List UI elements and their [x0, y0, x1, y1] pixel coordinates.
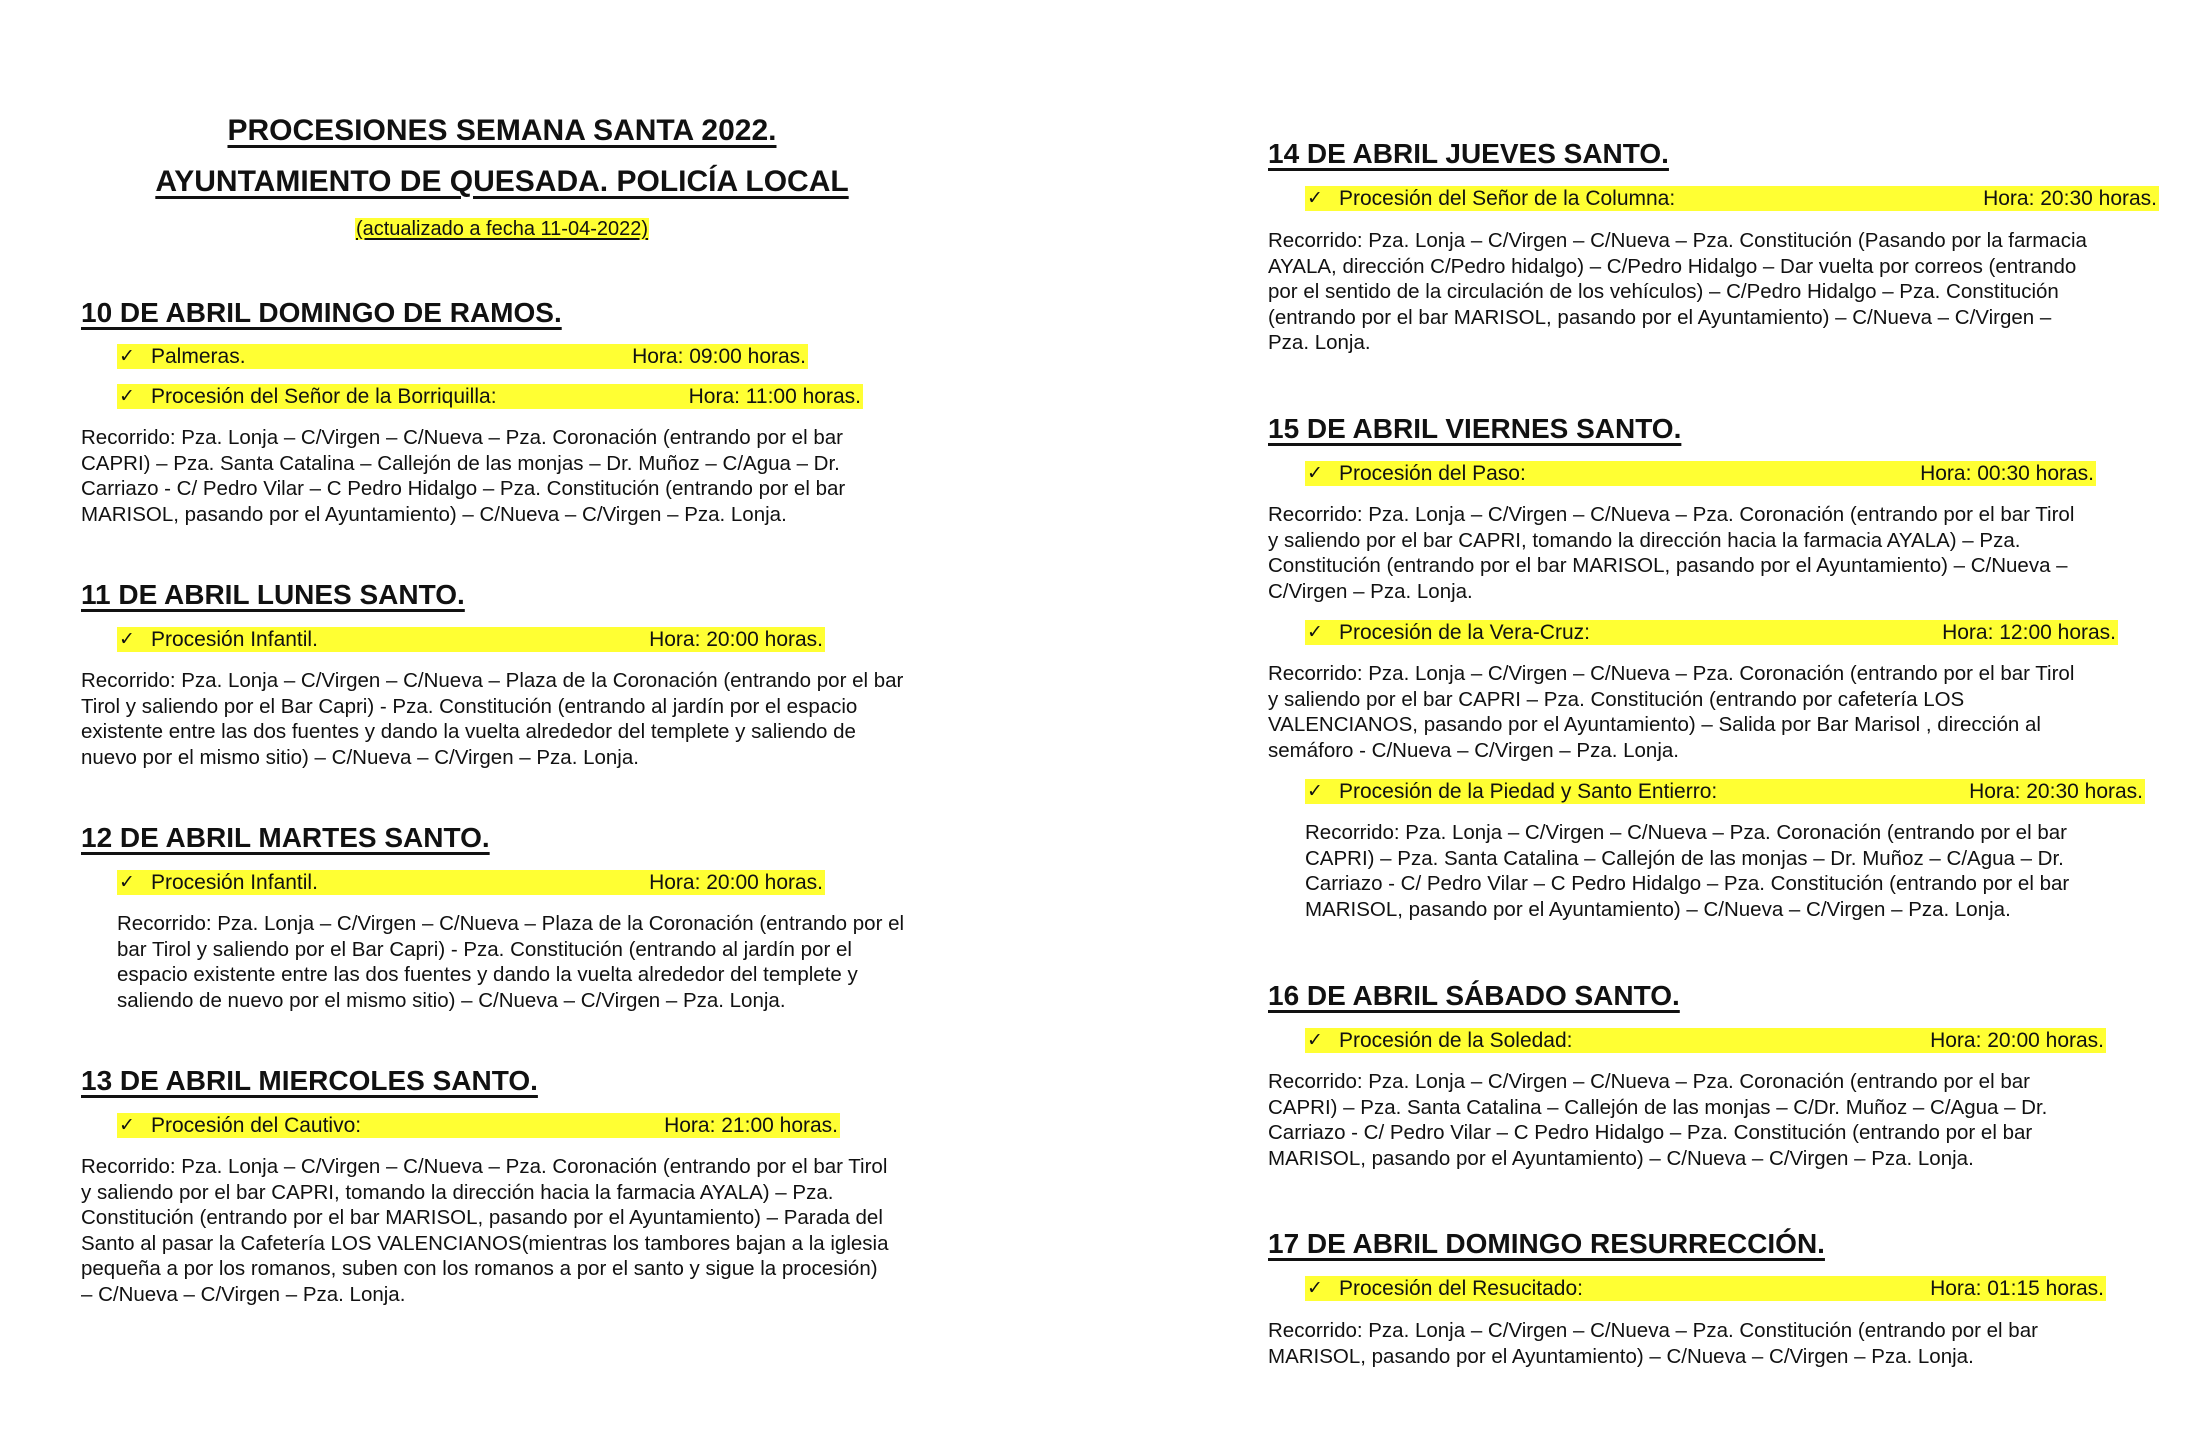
- procession-item: [117, 344, 808, 369]
- document-subtitle: AYUNTAMIENTO DE QUESADA. POLICÍA LOCAL: [155, 165, 849, 198]
- day-heading: 10 DE ABRIL DOMINGO DE RAMOS.: [81, 297, 562, 328]
- procession-item: [1305, 461, 2096, 486]
- day-heading: 17 DE ABRIL DOMINGO RESURRECCIÓN.: [1268, 1228, 1825, 1259]
- procession-time: Hora: 20:00 horas.: [1930, 1029, 2104, 1052]
- update-note: (actualizado a fecha 11-04-2022): [355, 218, 649, 240]
- route-text: Recorrido: Pza. Lonja – C/Virgen – C/Nueva – Plaza de la Coronación (entrando por el bar Tirol y saliendo por el Bar Capri) - Pza. Constitución (entrando al jardín por el espacio existente entre las dos fuentes y dando la vuelta alrededor del templete y saliendo de nuevo por el mismo sitio) – C/Nueva – C/Virgen – Pza. Lonja.: [81, 669, 904, 769]
- check-icon: ✓: [1307, 187, 1323, 209]
- procession-time: Hora: 09:00 horas.: [632, 345, 806, 368]
- check-icon: ✓: [119, 345, 135, 367]
- day-heading: 15 DE ABRIL VIERNES SANTO.: [1268, 413, 1682, 444]
- procession-time: Hora: 20:30 horas.: [1969, 780, 2143, 803]
- document-title: PROCESIONES SEMANA SANTA 2022.: [227, 114, 777, 147]
- procession-name: Procesión de la Piedad y Santo Entierro:: [1339, 780, 1718, 803]
- procession-item: [1305, 1028, 2106, 1053]
- procession-name: Procesión Infantil.: [151, 871, 318, 894]
- procession-item: [1305, 779, 2145, 804]
- procession-name: Procesión del Señor de la Columna:: [1339, 187, 1676, 210]
- procession-name: Palmeras.: [151, 345, 246, 368]
- check-icon: ✓: [1307, 1277, 1323, 1299]
- procession-name: Procesión del Señor de la Borriquilla:: [151, 385, 497, 408]
- procession-time: Hora: 00:30 horas.: [1920, 462, 2094, 485]
- day-heading: 11 DE ABRIL LUNES SANTO.: [81, 579, 465, 610]
- procession-item: [1305, 620, 2118, 645]
- check-icon: ✓: [119, 871, 135, 893]
- procession-item: [117, 870, 825, 895]
- procession-time: Hora: 20:00 horas.: [649, 628, 823, 651]
- day-heading: 13 DE ABRIL MIERCOLES SANTO.: [81, 1065, 538, 1096]
- procession-name: Procesión del Resucitado:: [1339, 1277, 1583, 1300]
- check-icon: ✓: [119, 385, 135, 407]
- procession-time: Hora: 01:15 horas.: [1930, 1277, 2104, 1300]
- check-icon: ✓: [1307, 1029, 1323, 1051]
- day-heading: 14 DE ABRIL JUEVES SANTO.: [1268, 138, 1669, 169]
- procession-item: [117, 384, 863, 409]
- route-text: Recorrido: Pza. Lonja – C/Virgen – C/Nueva – Pza. Constitución (entrando por el bar MARISOL, pasando por el Ayuntamiento) – C/Nueva – C/Virgen – Pza. Lonja.: [1268, 1319, 2038, 1368]
- route-text: Recorrido: Pza. Lonja – C/Virgen – C/Nueva – Pza. Constitución (Pasando por la farmacia AYALA, dirección C/Pedro hidalgo) – C/Pedro Hidalgo – Dar vuelta por correos (entrando por el sentido de la circulación de los vehículos) – C/Pedro Hidalgo – Pza. Constitución (entrando por el bar MARISOL, pasando por el Ayuntamiento) – C/Nueva – C/Virgen – Pza. Lonja.: [1268, 229, 2087, 354]
- check-icon: ✓: [1307, 462, 1323, 484]
- procession-item: [117, 1113, 840, 1138]
- procession-name: Procesión del Cautivo:: [151, 1114, 362, 1137]
- route-text: Recorrido: Pza. Lonja – C/Virgen – C/Nueva – Pza. Coronación (entrando por el bar Tirol y saliendo por el bar CAPRI – Pza. Constitución (entrando por cafetería LOS VALENCIANOS, pasando por el Ayuntamiento) – Salida por Bar Marisol , dirección al semáforo - C/Nueva – C/Virgen – Pza. Lonja.: [1268, 662, 2075, 762]
- procession-time: Hora: 12:00 horas.: [1942, 621, 2116, 644]
- day-heading: 16 DE ABRIL SÁBADO SANTO.: [1268, 980, 1680, 1011]
- procession-name: Procesión de la Vera-Cruz:: [1339, 621, 1590, 644]
- check-icon: ✓: [1307, 621, 1323, 643]
- procession-time: Hora: 21:00 horas.: [664, 1114, 838, 1137]
- route-text: Recorrido: Pza. Lonja – C/Virgen – C/Nueva – Pza. Coronación (entrando por el bar CAPRI) – Pza. Santa Catalina – Callejón de las monjas – Dr. Muñoz – C/Agua – Dr. Carriazo - C/ Pedro Vilar – C Pedro Hidalgo – Pza. Constitución (entrando por el bar MARISOL, pasando por el Ayuntamiento) – C/Nueva – C/Virgen – Pza. Lonja.: [81, 426, 846, 526]
- procession-time: Hora: 20:00 horas.: [649, 871, 823, 894]
- procession-item: [117, 627, 825, 652]
- route-text: Recorrido: Pza. Lonja – C/Virgen – C/Nueva – Pza. Coronación (entrando por el bar Tirol y saliendo por el bar CAPRI, tomando la dirección hacia la farmacia AYALA) – Pza. Constitución (entrando por el bar MARISOL, pasando por el Ayuntamiento) – C/Nueva – C/Virgen – Pza. Lonja.: [1268, 503, 2075, 603]
- day-heading: 12 DE ABRIL MARTES SANTO.: [81, 822, 490, 853]
- route-text: Recorrido: Pza. Lonja – C/Virgen – C/Nueva – Pza. Coronación (entrando por el bar CAPRI) – Pza. Santa Catalina – Callejón de las monjas – C/Dr. Muñoz – C/Agua – Dr. Carriazo - C/ Pedro Vilar – C Pedro Hidalgo – Pza. Constitución (entrando por el bar MARISOL, pasando por el Ayuntamiento) – C/Nueva – C/Virgen – Pza. Lonja.: [1268, 1070, 2048, 1170]
- check-icon: ✓: [119, 1114, 135, 1136]
- procession-time: Hora: 20:30 horas.: [1983, 187, 2157, 210]
- check-icon: ✓: [1307, 780, 1323, 802]
- procession-name: Procesión Infantil.: [151, 628, 318, 651]
- route-text: Recorrido: Pza. Lonja – C/Virgen – C/Nueva – Plaza de la Coronación (entrando por el bar Tirol y saliendo por el Bar Capri) - Pza. Constitución (entrando al jardín por el espacio existente entre las dos fuentes y dando la vuelta alrededor del templete y saliendo de nuevo por el mismo sitio) – C/Nueva – C/Virgen – Pza. Lonja.: [117, 912, 905, 1012]
- route-text: Recorrido: Pza. Lonja – C/Virgen – C/Nueva – Pza. Coronación (entrando por el bar Tirol y saliendo por el bar CAPRI, tomando la dirección hacia la farmacia AYALA) – Pza. Constitución (entrando por el bar MARISOL, pasando por el Ayuntamiento) – Parada del Santo al pasar la Cafetería LOS VALENCIANOS(mientras los tambores bajan a la iglesia pequeña a por los romanos, suben con los romanos a por el santo y sigue la procesión) – C/Nueva – C/Virgen – Pza. Lonja.: [81, 1155, 889, 1306]
- procession-time: Hora: 11:00 horas.: [688, 385, 861, 408]
- route-text: Recorrido: Pza. Lonja – C/Virgen – C/Nueva – Pza. Coronación (entrando por el bar CAPRI) – Pza. Santa Catalina – Callejón de las monjas – Dr. Muñoz – C/Agua – Dr. Carriazo - C/ Pedro Vilar – C Pedro Hidalgo – Pza. Constitución (entrando por el bar MARISOL, pasando por el Ayuntamiento) – C/Nueva – C/Virgen – Pza. Lonja.: [1305, 821, 2070, 921]
- procession-item: [1305, 1276, 2106, 1301]
- procession-name: Procesión del Paso:: [1339, 462, 1526, 485]
- procession-item: [1305, 186, 2159, 211]
- check-icon: ✓: [119, 628, 135, 650]
- procession-name: Procesión de la Soledad:: [1339, 1029, 1573, 1052]
